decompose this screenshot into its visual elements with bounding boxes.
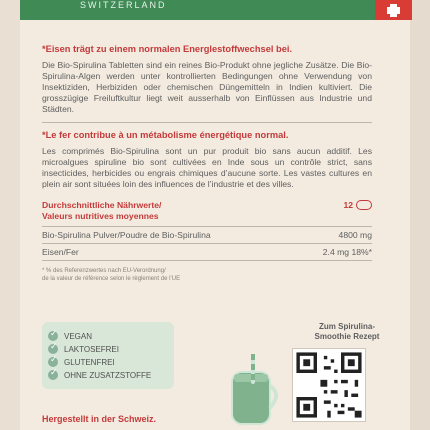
package-left-edge	[0, 0, 20, 430]
nutrition-value: 2.4 mg 18%*	[322, 247, 372, 257]
nutrition-footnote	[42, 267, 372, 283]
main-text	[42, 44, 372, 283]
footnote-line-1: * % des Referenzwertes nach EU-Verordnung/	[42, 268, 166, 274]
fr-paragraph: Les comprimés Bio-Spirulina sont un pur produit bio sans aucun additif. Les microalgues spiruline bio sont cultivées en Inde sous un contrôle strict, sans insecticides, herbicides ou engrais chimiques d’aucune sorte. Les vastes cultures en plein air sont situées loin des influences de l’industrie et des villes.	[42, 146, 372, 189]
country-text: SWITZERLAND	[80, 0, 167, 10]
claim-label: VEGAN	[64, 331, 93, 341]
divider	[42, 122, 372, 123]
qr-section	[292, 322, 402, 427]
tablet-icon	[356, 200, 372, 210]
claim-label: GLUTENFREI	[64, 357, 115, 367]
check-icon	[48, 344, 58, 354]
portion-badge	[343, 200, 372, 210]
claim-item	[48, 344, 168, 354]
check-icon	[48, 331, 58, 341]
nutrition-value: 4800 mg	[338, 230, 372, 240]
claim-label: LAKTOSEFREI	[64, 344, 119, 354]
nutrition-label: Bio-Spirulina Pulver/Poudre de Bio-Spirulina	[42, 230, 211, 240]
de-title: *Eisen trägt zu einem normalen Energlestoffwechsel bei.	[42, 44, 293, 54]
footnote-line-2: de la valeur de référence selon le règlement de l’UE	[42, 276, 181, 282]
qr-title-line-2: Smoothie Rezept	[314, 332, 380, 341]
nutrition-header-text	[42, 200, 161, 222]
nutrition-heading-fr: Valeurs nutritives moyennes	[42, 211, 159, 221]
nutrition-label: Eisen/Fer	[42, 247, 79, 257]
claim-item	[48, 357, 168, 367]
swiss-flag-icon	[375, 0, 412, 20]
claim-label: OHNE ZUSATZSTOFFE	[64, 370, 152, 380]
check-icon	[48, 370, 58, 380]
portion-count: 12	[343, 200, 353, 210]
made-in-switzerland: Hergestellt in der Schweiz.	[42, 414, 157, 424]
nutrition-header	[42, 200, 372, 222]
de-paragraph: Die Bio-Spirulina Tabletten sind ein reines Bio-Produkt ohne jegliche Zusätze. Die Bio-Spirulina-Algen werden unter kontrollierten Bedingungen ohne Verwendung von Insektiziden, Herbiziden oder chemischen Düngemitteln in Indien kultiviert. Die grosszügige Freiluftkultur liegt weit ausserhalb von Einflüssen aus Industrie und Städten.	[42, 60, 372, 114]
claim-item	[48, 331, 168, 341]
fr-title: *Le fer contribue à un métabolisme énergétique normal.	[42, 130, 289, 140]
check-icon	[48, 357, 58, 367]
qr-title-line-1: Zum Spirulina-	[319, 322, 375, 331]
top-green-band	[20, 0, 412, 20]
claim-item	[48, 370, 168, 380]
nutrition-row	[42, 244, 372, 261]
nutrition-table	[42, 200, 372, 283]
qr-title	[292, 322, 402, 342]
claims-box	[42, 322, 174, 389]
nutrition-row	[42, 227, 372, 244]
qr-code-icon[interactable]	[292, 348, 366, 422]
smoothie-glass-icon	[222, 352, 287, 427]
package-right-edge	[410, 0, 430, 430]
bottom-section	[42, 322, 402, 430]
nutrition-heading-de: Durchschnittliche Nährwerte/	[42, 200, 162, 210]
